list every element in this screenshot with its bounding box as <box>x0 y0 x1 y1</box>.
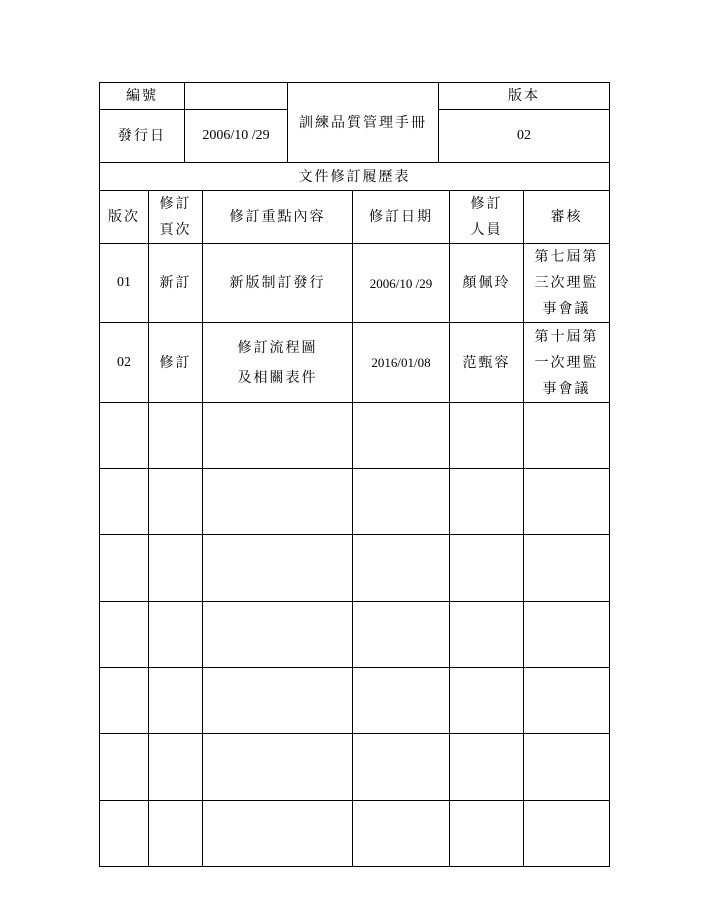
table-row <box>100 323 610 403</box>
row-pages: 修訂 <box>149 323 203 403</box>
blank-row <box>100 602 610 668</box>
blank-cell <box>149 469 203 535</box>
row-review-line: 三次理監 <box>534 275 599 291</box>
blank-cell <box>353 535 450 602</box>
issue-date-value: 2006/10 /29 <box>185 110 288 163</box>
blank-cell <box>100 403 149 469</box>
row-review-line: 事會議 <box>542 301 591 317</box>
blank-cell <box>100 801 149 867</box>
row-person: 范甄容 <box>450 323 524 403</box>
blank-cell <box>353 403 450 469</box>
blank-cell <box>203 403 353 469</box>
col-header-pages-line: 修訂 <box>159 196 192 212</box>
row-version: 01 <box>100 244 149 323</box>
row-content-line: 新版制訂發行 <box>229 275 326 291</box>
row-review <box>524 244 610 323</box>
row-version: 02 <box>100 323 149 403</box>
blank-cell <box>524 734 610 801</box>
blank-cell <box>100 734 149 801</box>
blank-cell <box>450 535 524 602</box>
version-value: 02 <box>439 110 610 163</box>
number-value <box>185 83 288 110</box>
col-header-pages <box>149 191 203 244</box>
row-content-line: 及相關表件 <box>237 369 318 386</box>
blank-cell <box>524 403 610 469</box>
row-pages: 新訂 <box>149 244 203 323</box>
blank-cell <box>203 801 353 867</box>
row-content <box>203 323 353 403</box>
blank-cell <box>524 469 610 535</box>
blank-cell <box>450 602 524 668</box>
blank-cell <box>353 734 450 801</box>
blank-cell <box>203 668 353 734</box>
row-date: 2006/10 /29 <box>353 244 450 323</box>
col-header-content: 修訂重點內容 <box>203 191 353 244</box>
row-review-line: 第十屆第 <box>534 328 599 345</box>
col-header-person-line: 修訂 <box>470 196 503 212</box>
blank-cell <box>450 403 524 469</box>
number-label: 編號 <box>100 83 185 110</box>
blank-row <box>100 535 610 602</box>
blank-cell <box>149 668 203 734</box>
blank-cell <box>450 734 524 801</box>
row-review <box>524 323 610 403</box>
revision-table-title: 文件修訂履歷表 <box>100 163 610 191</box>
blank-row <box>100 403 610 469</box>
blank-cell <box>149 535 203 602</box>
blank-cell <box>524 535 610 602</box>
blank-cell <box>100 668 149 734</box>
col-header-person <box>450 191 524 244</box>
blank-cell <box>524 801 610 867</box>
blank-row <box>100 801 610 867</box>
col-header-version: 版次 <box>100 191 149 244</box>
version-label: 版本 <box>439 83 610 110</box>
blank-cell <box>203 602 353 668</box>
blank-cell <box>203 734 353 801</box>
row-review-line: 一次理監 <box>534 354 599 371</box>
col-header-person-line: 人員 <box>470 222 503 238</box>
blank-cell <box>149 602 203 668</box>
blank-cell <box>353 602 450 668</box>
blank-cell <box>203 535 353 602</box>
issue-date-label: 發行日 <box>100 110 185 163</box>
blank-cell <box>100 469 149 535</box>
blank-cell <box>100 602 149 668</box>
blank-cell <box>450 469 524 535</box>
col-header-date: 修訂日期 <box>353 191 450 244</box>
blank-row <box>100 734 610 801</box>
blank-cell <box>450 668 524 734</box>
blank-cell <box>524 602 610 668</box>
blank-cell <box>353 668 450 734</box>
blank-cell <box>203 469 353 535</box>
row-person: 顏佩玲 <box>450 244 524 323</box>
blank-row <box>100 668 610 734</box>
blank-row <box>100 469 610 535</box>
blank-cell <box>524 668 610 734</box>
blank-cell <box>149 403 203 469</box>
blank-cell <box>149 734 203 801</box>
blank-cell <box>450 801 524 867</box>
row-review-line: 第七屆第 <box>534 249 599 265</box>
blank-cell <box>353 801 450 867</box>
blank-cell <box>353 469 450 535</box>
col-header-review: 審核 <box>524 191 610 244</box>
blank-cell <box>149 801 203 867</box>
row-date: 2016/01/08 <box>353 323 450 403</box>
row-content <box>203 244 353 323</box>
revision-history-table <box>99 162 610 867</box>
row-content-line: 修訂流程圖 <box>237 339 318 356</box>
table-header-row <box>100 191 610 244</box>
col-header-pages-line: 頁次 <box>159 222 192 238</box>
row-review-line: 事會議 <box>542 380 591 397</box>
table-row <box>100 244 610 323</box>
blank-cell <box>100 535 149 602</box>
manual-title: 訓練品質管理手冊 <box>288 83 439 163</box>
header-table <box>99 82 610 163</box>
